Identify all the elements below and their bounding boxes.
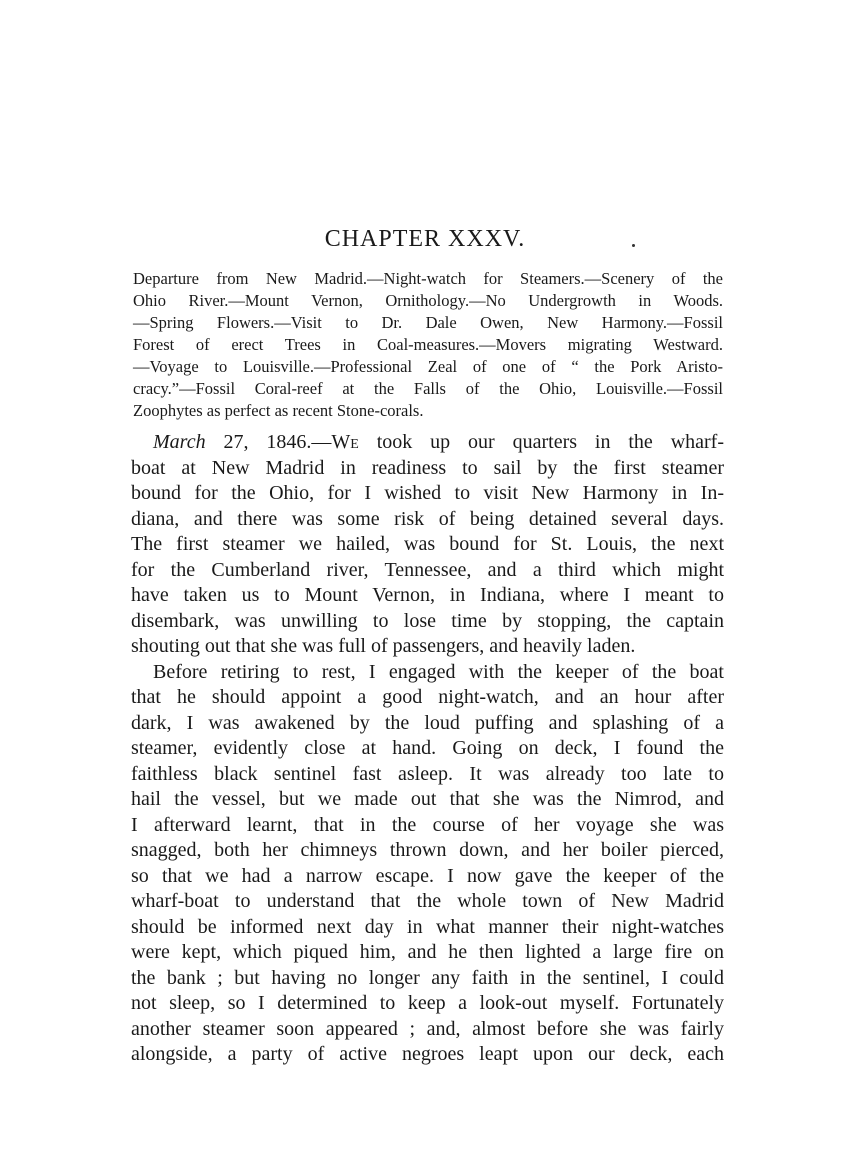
body-line: I afterward learnt, that in the course of her voyage she was — [131, 813, 724, 836]
body-line: faithless black sentinel fast asleep. It was already too late to — [131, 762, 724, 785]
summary-line: Zoophytes as perfect as recent Stone-corals. — [133, 401, 424, 420]
body-line: have taken us to Mount Vernon, in Indiana, where I meant to — [131, 584, 724, 606]
body-line: boat at New Madrid in readiness to sail by the first steamer — [131, 456, 724, 479]
body-line: snagged, both her chimneys thrown down, and her boiler pierced, — [131, 839, 724, 861]
opening-word: We — [331, 431, 359, 453]
chapter-summary — [133, 268, 723, 422]
date-italic: March — [153, 431, 206, 453]
body-line: steamer, evidently close at hand. Going on deck, I found the — [131, 737, 724, 759]
body-line: bound for the Ohio, for I wished to visit New Harmony in In- — [131, 482, 724, 504]
body-line: hail the vessel, but we made out that she was the Nimrod, and — [131, 788, 724, 810]
summary-line: cracy.”—Fossil Coral-reef at the Falls of the Ohio, Louisville.—Fossil — [133, 379, 723, 398]
body-line: disembark, was unwilling to lose time by stopping, the captain — [131, 609, 724, 632]
summary-line: —Spring Flowers.—Visit to Dr. Dale Owen, New Harmony.—Fossil — [133, 313, 723, 332]
body-line: Before retiring to rest, I engaged with the keeper of the boat — [153, 660, 724, 683]
body-line: the bank ; but having no longer any faith in the sentinel, I could — [131, 966, 724, 989]
summary-line: Forest of erect Trees in Coal-measures.—Movers migrating Westward. — [133, 335, 723, 354]
body-line: were kept, which piqued him, and he then lighted a large fire on — [131, 941, 724, 963]
body-line: shouting out that she was full of passengers, and heavily laden. — [131, 635, 636, 657]
body-line: dark, I was awakened by the loud puffing and splashing of a — [131, 711, 724, 734]
paragraph-opening-line — [131, 430, 724, 456]
date-rest: 27, 1846.— — [205, 431, 332, 453]
body-line: that he should appoint a good night-watch, and an hour after — [131, 686, 724, 708]
summary-line: Departure from New Madrid.—Night-watch for Steamers.—Scenery of the — [133, 269, 723, 288]
body-line: alongside, a party of active negroes leapt upon our deck, each — [131, 1043, 724, 1065]
summary-line: Ohio River.—Mount Vernon, Ornithology.—No Undergrowth in Woods. — [133, 291, 723, 310]
body-line: should be informed next day in what manner their night-watches — [131, 915, 724, 938]
print-speck — [632, 244, 635, 247]
body-line: not sleep, so I determined to keep a look-out myself. Fortunately — [131, 992, 724, 1014]
body-line: another steamer soon appeared ; and, almost before she was fairly — [131, 1017, 724, 1040]
body-text — [131, 430, 724, 1068]
body-line: for the Cumberland river, Tennessee, and a third which might — [131, 558, 724, 581]
body-line: diana, and there was some risk of being detained several days. — [131, 507, 724, 530]
body-line: so that we had a narrow escape. I now gave the keeper of the — [131, 864, 724, 887]
body-line: wharf-boat to understand that the whole town of New Madrid — [131, 890, 724, 912]
opening-line-rest: took up our quarters in the wharf- — [358, 431, 725, 453]
summary-line: —Voyage to Louisville.—Professional Zeal of one of “ the Pork Aristo- — [133, 357, 723, 376]
body-line: The first steamer we hailed, was bound for St. Louis, the next — [131, 533, 724, 555]
chapter-title: CHAPTER XXXV. — [324, 226, 526, 252]
